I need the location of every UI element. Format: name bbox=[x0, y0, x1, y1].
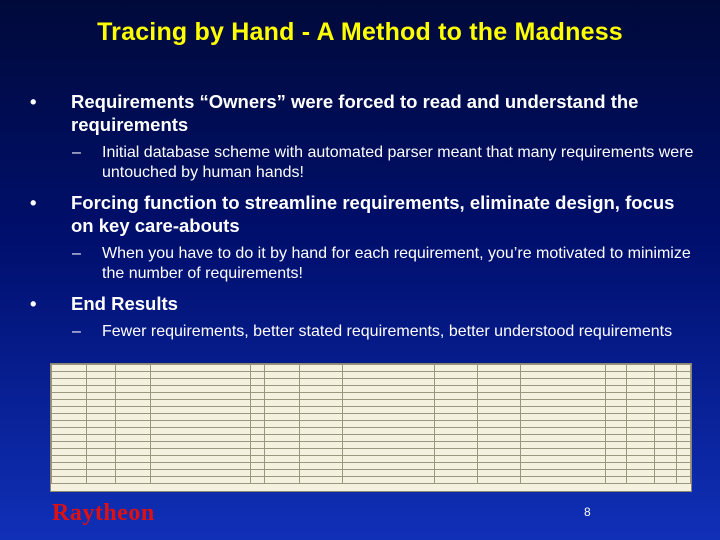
table-cell bbox=[264, 393, 299, 400]
table-cell bbox=[655, 379, 676, 386]
table-cell bbox=[52, 463, 87, 470]
sub-bullet-1 bbox=[30, 143, 700, 183]
table-cell bbox=[264, 470, 299, 477]
table-row bbox=[52, 372, 691, 379]
table-cell bbox=[300, 414, 343, 421]
table-cell bbox=[477, 442, 520, 449]
table-cell bbox=[52, 442, 87, 449]
table-cell bbox=[151, 470, 250, 477]
table-cell bbox=[264, 442, 299, 449]
table-row bbox=[52, 365, 691, 372]
table-cell bbox=[627, 477, 655, 484]
table-row bbox=[52, 400, 691, 407]
table-cell bbox=[435, 372, 478, 379]
table-cell bbox=[435, 421, 478, 428]
table-cell bbox=[300, 463, 343, 470]
table-cell bbox=[435, 470, 478, 477]
table-cell bbox=[151, 456, 250, 463]
table-cell bbox=[52, 414, 87, 421]
table-row bbox=[52, 463, 691, 470]
table-cell bbox=[676, 393, 690, 400]
table-cell bbox=[151, 379, 250, 386]
table-cell bbox=[477, 449, 520, 456]
table-cell bbox=[627, 372, 655, 379]
table-cell bbox=[300, 435, 343, 442]
table-cell bbox=[264, 456, 299, 463]
table-cell bbox=[627, 456, 655, 463]
table-row bbox=[52, 407, 691, 414]
table-cell bbox=[264, 372, 299, 379]
table-cell bbox=[520, 414, 605, 421]
table-cell bbox=[605, 372, 626, 379]
table-cell bbox=[435, 400, 478, 407]
table-cell bbox=[605, 470, 626, 477]
table-row bbox=[52, 435, 691, 442]
table-cell bbox=[264, 365, 299, 372]
table-cell bbox=[676, 365, 690, 372]
table-cell bbox=[250, 421, 264, 428]
table-cell bbox=[655, 365, 676, 372]
table-cell bbox=[52, 407, 87, 414]
table-cell bbox=[520, 365, 605, 372]
table-cell bbox=[343, 470, 435, 477]
table-cell bbox=[627, 393, 655, 400]
table-cell bbox=[435, 449, 478, 456]
table-cell bbox=[87, 386, 115, 393]
page-number: 8 bbox=[584, 505, 591, 519]
table-cell bbox=[151, 463, 250, 470]
table-cell bbox=[627, 386, 655, 393]
table-cell bbox=[627, 449, 655, 456]
table-cell bbox=[676, 400, 690, 407]
table-cell bbox=[151, 400, 250, 407]
table-cell bbox=[676, 421, 690, 428]
table-cell bbox=[300, 470, 343, 477]
table-cell bbox=[151, 477, 250, 484]
table-cell bbox=[87, 435, 115, 442]
table-cell bbox=[300, 393, 343, 400]
table-cell bbox=[300, 449, 343, 456]
table-cell bbox=[343, 400, 435, 407]
table-cell bbox=[300, 365, 343, 372]
table-cell bbox=[52, 477, 87, 484]
sub-bullet-2 bbox=[30, 244, 700, 284]
table-cell bbox=[477, 365, 520, 372]
table-cell bbox=[435, 456, 478, 463]
table-cell bbox=[655, 456, 676, 463]
table-cell bbox=[435, 365, 478, 372]
table-cell bbox=[477, 386, 520, 393]
table-cell bbox=[87, 365, 115, 372]
table-row bbox=[52, 456, 691, 463]
table-cell bbox=[264, 449, 299, 456]
table-cell bbox=[52, 379, 87, 386]
bullet-mark: • bbox=[30, 192, 37, 213]
table-row bbox=[52, 428, 691, 435]
bullet-2-text: Forcing function to streamline requirements, eliminate design, focus on key care-abouts bbox=[71, 192, 675, 236]
table-cell bbox=[627, 442, 655, 449]
table-cell bbox=[655, 400, 676, 407]
bullet-3-text: End Results bbox=[71, 293, 178, 314]
table-row bbox=[52, 477, 691, 484]
table-cell bbox=[627, 435, 655, 442]
table-cell bbox=[151, 449, 250, 456]
table-cell bbox=[655, 428, 676, 435]
table-cell bbox=[605, 407, 626, 414]
table-cell bbox=[115, 407, 150, 414]
table-cell bbox=[477, 456, 520, 463]
table-cell bbox=[477, 372, 520, 379]
table-cell bbox=[676, 379, 690, 386]
table-cell bbox=[605, 449, 626, 456]
table-cell bbox=[52, 386, 87, 393]
table-cell bbox=[477, 393, 520, 400]
table-cell bbox=[343, 428, 435, 435]
table-cell bbox=[343, 414, 435, 421]
table-cell bbox=[520, 435, 605, 442]
table-cell bbox=[250, 386, 264, 393]
table-cell bbox=[250, 393, 264, 400]
table-row bbox=[52, 393, 691, 400]
table-cell bbox=[87, 393, 115, 400]
table-cell bbox=[676, 428, 690, 435]
table-cell bbox=[300, 442, 343, 449]
table-cell bbox=[676, 386, 690, 393]
table-cell bbox=[343, 449, 435, 456]
table-cell bbox=[87, 442, 115, 449]
table-cell bbox=[115, 463, 150, 470]
table-cell bbox=[605, 379, 626, 386]
table-cell bbox=[676, 435, 690, 442]
bullet-mark: • bbox=[30, 293, 37, 314]
table-cell bbox=[115, 435, 150, 442]
table-cell bbox=[676, 470, 690, 477]
table-cell bbox=[435, 379, 478, 386]
table-cell bbox=[435, 442, 478, 449]
table-cell bbox=[520, 407, 605, 414]
slide-title: Tracing by Hand - A Method to the Madness bbox=[97, 18, 623, 46]
table-cell bbox=[151, 365, 250, 372]
table-row bbox=[52, 414, 691, 421]
table-cell bbox=[264, 379, 299, 386]
table-cell bbox=[520, 477, 605, 484]
table-cell bbox=[87, 477, 115, 484]
table-cell bbox=[250, 365, 264, 372]
table-cell bbox=[250, 414, 264, 421]
table-cell bbox=[343, 365, 435, 372]
table-cell bbox=[605, 435, 626, 442]
table-cell bbox=[115, 379, 150, 386]
table-cell bbox=[605, 477, 626, 484]
table-cell bbox=[250, 372, 264, 379]
table-cell bbox=[115, 477, 150, 484]
table-cell bbox=[627, 470, 655, 477]
table-cell bbox=[520, 372, 605, 379]
table-cell bbox=[655, 372, 676, 379]
table-cell bbox=[435, 407, 478, 414]
table-cell bbox=[655, 421, 676, 428]
table-cell bbox=[264, 435, 299, 442]
table-cell bbox=[627, 379, 655, 386]
table-cell bbox=[627, 421, 655, 428]
table-cell bbox=[655, 470, 676, 477]
table-cell bbox=[676, 414, 690, 421]
table-cell bbox=[115, 365, 150, 372]
table-cell bbox=[627, 365, 655, 372]
table-row bbox=[52, 442, 691, 449]
table-cell bbox=[115, 456, 150, 463]
table-cell bbox=[52, 365, 87, 372]
table-cell bbox=[435, 393, 478, 400]
table-cell bbox=[343, 463, 435, 470]
table-cell bbox=[627, 428, 655, 435]
table-cell bbox=[250, 400, 264, 407]
table-cell bbox=[655, 393, 676, 400]
table-cell bbox=[605, 414, 626, 421]
table-cell bbox=[605, 428, 626, 435]
table-cell bbox=[520, 400, 605, 407]
table-cell bbox=[52, 400, 87, 407]
table-cell bbox=[115, 449, 150, 456]
table-cell bbox=[52, 393, 87, 400]
sub-bullet-3-text: Fewer requirements, better stated requirements, better understood requirements bbox=[102, 323, 673, 340]
table-cell bbox=[477, 435, 520, 442]
table-cell bbox=[87, 421, 115, 428]
table-cell bbox=[343, 456, 435, 463]
table-cell bbox=[477, 407, 520, 414]
table-cell bbox=[151, 386, 250, 393]
sub-bullet-1-text: Initial database scheme with automated parser meant that many requirements were untouched by human hands! bbox=[102, 144, 694, 181]
table-cell bbox=[477, 400, 520, 407]
table-cell bbox=[655, 414, 676, 421]
table-cell bbox=[264, 421, 299, 428]
table-cell bbox=[477, 421, 520, 428]
table-cell bbox=[87, 449, 115, 456]
table-cell bbox=[300, 428, 343, 435]
table-cell bbox=[605, 386, 626, 393]
table-cell bbox=[605, 442, 626, 449]
table-cell bbox=[676, 477, 690, 484]
table-cell bbox=[52, 435, 87, 442]
table-cell bbox=[343, 421, 435, 428]
table-cell bbox=[250, 477, 264, 484]
table-cell bbox=[627, 407, 655, 414]
table-cell bbox=[264, 414, 299, 421]
table-cell bbox=[87, 379, 115, 386]
table-cell bbox=[87, 456, 115, 463]
table-cell bbox=[520, 456, 605, 463]
table-cell bbox=[676, 456, 690, 463]
bullet-1 bbox=[30, 90, 700, 136]
table-cell bbox=[435, 386, 478, 393]
table-cell bbox=[264, 463, 299, 470]
table-cell bbox=[477, 414, 520, 421]
table-cell bbox=[655, 463, 676, 470]
table-cell bbox=[676, 449, 690, 456]
table-row bbox=[52, 449, 691, 456]
sub-bullet-mark: – bbox=[72, 323, 81, 340]
table-cell bbox=[520, 470, 605, 477]
table-cell bbox=[250, 470, 264, 477]
table-row bbox=[52, 421, 691, 428]
traceability-table-illustration bbox=[51, 364, 691, 484]
table-cell bbox=[676, 442, 690, 449]
table-cell bbox=[655, 435, 676, 442]
table-cell bbox=[52, 428, 87, 435]
table-row bbox=[52, 379, 691, 386]
table-cell bbox=[676, 407, 690, 414]
table-cell bbox=[151, 372, 250, 379]
table-cell bbox=[151, 428, 250, 435]
table-cell bbox=[52, 421, 87, 428]
table-cell bbox=[435, 428, 478, 435]
table-cell bbox=[343, 435, 435, 442]
sub-bullet-mark: – bbox=[72, 245, 81, 262]
table-cell bbox=[605, 393, 626, 400]
table-cell bbox=[264, 400, 299, 407]
table-cell bbox=[520, 428, 605, 435]
table-cell bbox=[264, 477, 299, 484]
table-cell bbox=[300, 400, 343, 407]
table-cell bbox=[343, 407, 435, 414]
table-cell bbox=[300, 421, 343, 428]
sub-bullet-2-text: When you have to do it by hand for each requirement, you’re motivated to minimize the number of requirements! bbox=[102, 245, 691, 282]
table-cell bbox=[605, 456, 626, 463]
table-cell bbox=[250, 428, 264, 435]
table-cell bbox=[676, 372, 690, 379]
table-cell bbox=[115, 428, 150, 435]
table-cell bbox=[520, 393, 605, 400]
table-cell bbox=[151, 421, 250, 428]
table-cell bbox=[115, 442, 150, 449]
table-cell bbox=[87, 463, 115, 470]
table-cell bbox=[605, 421, 626, 428]
table-cell bbox=[115, 386, 150, 393]
table-cell bbox=[300, 372, 343, 379]
table-cell bbox=[435, 435, 478, 442]
table-cell bbox=[115, 400, 150, 407]
table-cell bbox=[250, 442, 264, 449]
requirements-table-image bbox=[50, 363, 692, 492]
table-cell bbox=[435, 414, 478, 421]
table-row bbox=[52, 386, 691, 393]
table-cell bbox=[87, 414, 115, 421]
table-cell bbox=[343, 379, 435, 386]
table-cell bbox=[477, 428, 520, 435]
table-cell bbox=[627, 414, 655, 421]
table-cell bbox=[250, 456, 264, 463]
table-cell bbox=[115, 414, 150, 421]
table-cell bbox=[250, 435, 264, 442]
table-cell bbox=[87, 400, 115, 407]
table-cell bbox=[676, 463, 690, 470]
table-cell bbox=[300, 379, 343, 386]
table-cell bbox=[343, 393, 435, 400]
table-cell bbox=[52, 456, 87, 463]
table-cell bbox=[520, 379, 605, 386]
table-row bbox=[52, 470, 691, 477]
table-cell bbox=[627, 463, 655, 470]
table-cell bbox=[115, 393, 150, 400]
table-cell bbox=[520, 449, 605, 456]
table-cell bbox=[87, 407, 115, 414]
table-cell bbox=[87, 428, 115, 435]
table-cell bbox=[655, 442, 676, 449]
table-cell bbox=[87, 470, 115, 477]
sub-bullet-3 bbox=[30, 322, 700, 342]
table-cell bbox=[655, 477, 676, 484]
table-cell bbox=[52, 470, 87, 477]
table-cell bbox=[52, 449, 87, 456]
table-cell bbox=[151, 435, 250, 442]
table-cell bbox=[115, 372, 150, 379]
table-cell bbox=[343, 386, 435, 393]
table-cell bbox=[477, 470, 520, 477]
table-cell bbox=[477, 463, 520, 470]
table-cell bbox=[151, 407, 250, 414]
bullet-2 bbox=[30, 191, 700, 237]
bullet-3 bbox=[30, 292, 700, 315]
table-cell bbox=[605, 365, 626, 372]
sub-bullet-mark: – bbox=[72, 144, 81, 161]
table-cell bbox=[300, 477, 343, 484]
table-cell bbox=[343, 442, 435, 449]
bullet-1-text: Requirements “Owners” were forced to read and understand the requirements bbox=[71, 91, 639, 135]
table-cell bbox=[52, 372, 87, 379]
table-cell bbox=[300, 386, 343, 393]
raytheon-logo: Raytheon bbox=[52, 500, 155, 526]
table-cell bbox=[300, 407, 343, 414]
table-cell bbox=[520, 421, 605, 428]
table-cell bbox=[343, 372, 435, 379]
table-cell bbox=[435, 477, 478, 484]
table-cell bbox=[520, 386, 605, 393]
table-cell bbox=[655, 386, 676, 393]
table-cell bbox=[87, 372, 115, 379]
table-cell bbox=[627, 400, 655, 407]
table-cell bbox=[250, 407, 264, 414]
table-cell bbox=[520, 463, 605, 470]
table-cell bbox=[435, 463, 478, 470]
table-cell bbox=[115, 421, 150, 428]
table-cell bbox=[250, 449, 264, 456]
table-cell bbox=[300, 456, 343, 463]
table-cell bbox=[655, 407, 676, 414]
table-cell bbox=[250, 463, 264, 470]
table-cell bbox=[343, 477, 435, 484]
table-cell bbox=[477, 477, 520, 484]
table-cell bbox=[151, 442, 250, 449]
bullet-mark: • bbox=[30, 91, 37, 112]
table-cell bbox=[264, 428, 299, 435]
table-cell bbox=[477, 379, 520, 386]
bullet-list bbox=[30, 90, 700, 350]
table-cell bbox=[250, 379, 264, 386]
table-cell bbox=[520, 442, 605, 449]
table-cell bbox=[115, 470, 150, 477]
table-cell bbox=[605, 463, 626, 470]
table-cell bbox=[151, 414, 250, 421]
table-cell bbox=[264, 407, 299, 414]
table-cell bbox=[655, 449, 676, 456]
table-cell bbox=[264, 386, 299, 393]
table-cell bbox=[151, 393, 250, 400]
table-cell bbox=[605, 400, 626, 407]
